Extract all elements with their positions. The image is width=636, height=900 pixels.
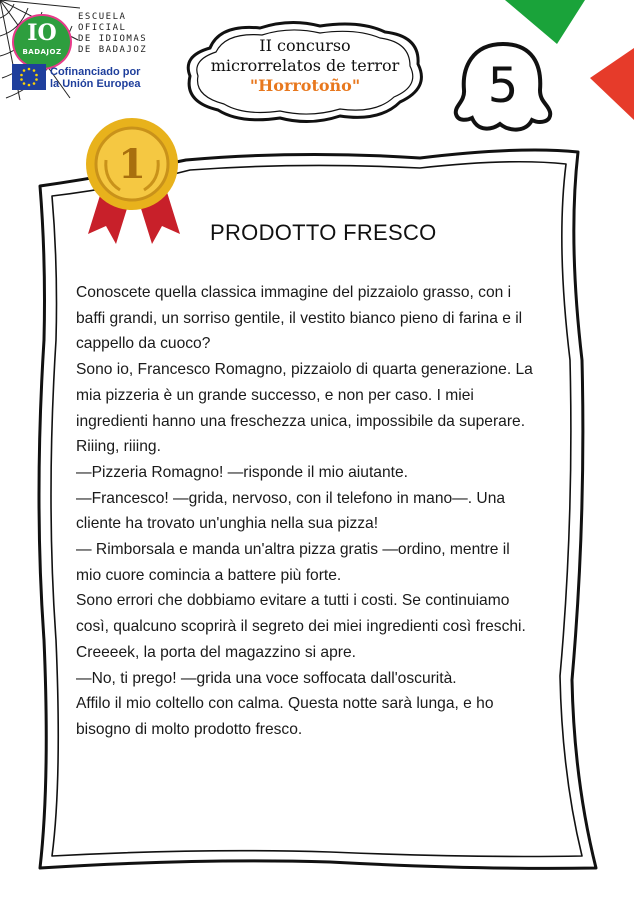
story-title: PRODOTTO FRESCO (210, 220, 437, 245)
eu-text-line-1: Cofinanciado por (50, 66, 141, 78)
school-line-3: DE IDIOMAS (78, 34, 148, 44)
story-paragraph: Sono errori che dobbiamo evitare a tutti i costi. Se continuiamo così, qualcuno scoprirà il segreto dei miei ingredienti così freschi. (76, 592, 526, 636)
story-paragraph: — Rimborsala e manda un'altra pizza gratis —ordino, mentre il mio cuore comincia a battere più forte. (76, 541, 510, 584)
story-paragraph: Riiing, riiing. (76, 438, 161, 456)
story-paragraph: —Pizzeria Romagno! —risponde il mio aiutante. (76, 463, 408, 481)
medal-icon (76, 116, 192, 256)
medal-rank: 1 (118, 141, 146, 188)
story-paragraph: —No, ti prego! —grida una voce soffocata dall'oscurità. (76, 669, 457, 687)
school-line-4: DE BADAJOZ (78, 45, 148, 55)
school-line-1: ESCUELA (78, 12, 127, 22)
contest-line-2: microrrelatos de terror (210, 56, 400, 75)
logo-city: BADAJOZ (22, 48, 62, 56)
story-paragraph: Creeeek, la porta del magazzino si apre. (76, 643, 356, 661)
contest-line-1: II concurso (259, 36, 351, 55)
contest-name: "Horrotoño" (249, 76, 361, 95)
story-paragraph: Conoscete quella classica immagine del pizzaiolo grasso, con i baffi grandi, un sorriso gentile, il vestito bianco pieno di farina e il cappello da cuoco? (76, 284, 523, 353)
story-number: 5 (487, 58, 519, 114)
school-line-2: OFICIAL (78, 23, 127, 33)
story-paragraph: Affilo il mio coltello con calma. Questa notte sarà lunga, e ho bisogno di molto prodotto fresco. (76, 695, 494, 738)
eu-text-line-2: la Unión Europea (50, 78, 141, 90)
story-body (76, 280, 538, 743)
story-paragraph: Sono io, Francesco Romagno, pizzaiolo di quarta generazione. La mia pizzeria è un grande successo, e non per caso. I miei ingredienti hanno una freschezza unica, impossibile da superare. (76, 361, 533, 430)
logo-monogram: IO (27, 20, 57, 46)
story-paragraph: —Francesco! —grida, nervoso, con il telefono in mano—. Una cliente ha trovato un'unghia nella sua pizza! (76, 489, 506, 533)
